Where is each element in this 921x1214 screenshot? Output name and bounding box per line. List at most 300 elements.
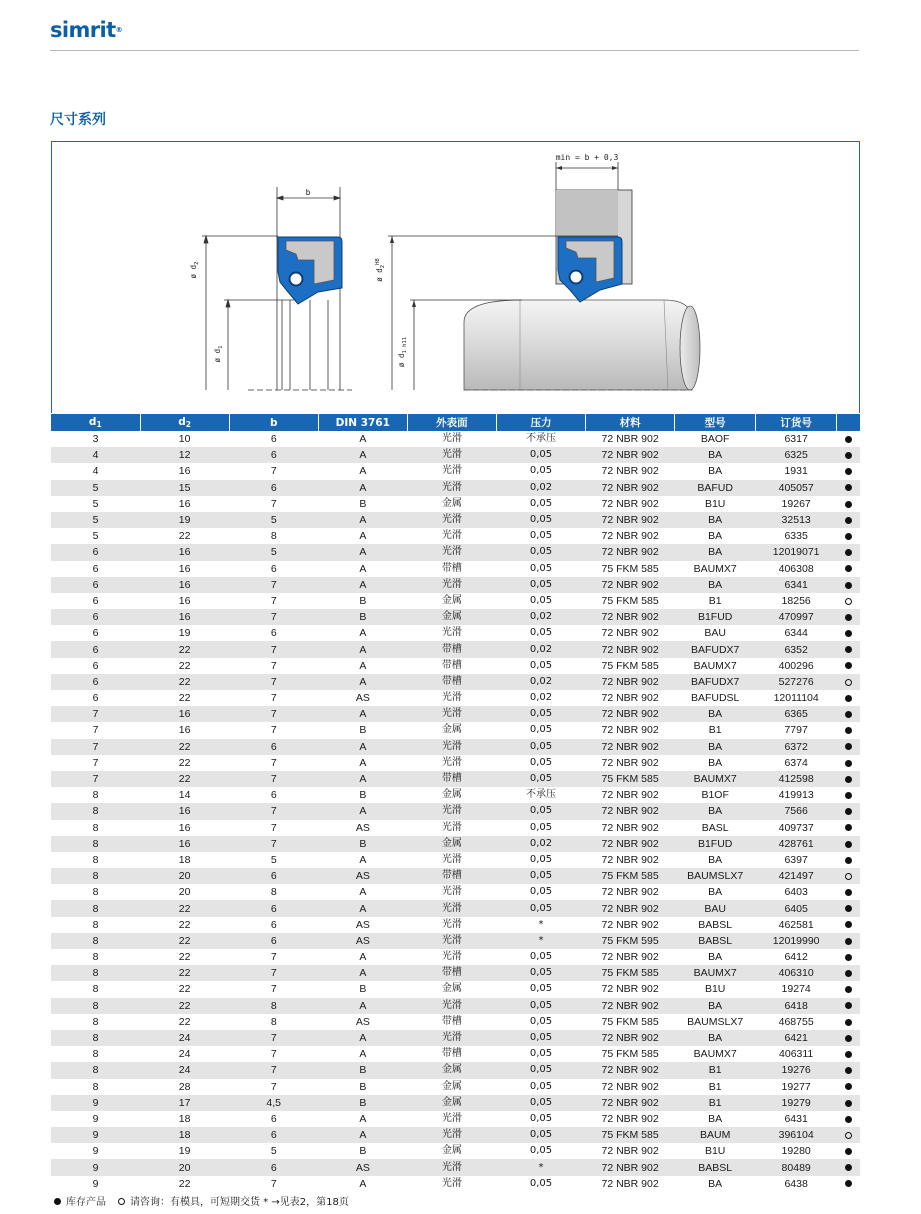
cell-material: 72 NBR 902 — [601, 821, 659, 834]
cell-pressure: 0,02 — [496, 836, 585, 852]
table-row — [51, 1127, 860, 1143]
cell-surface: 金属 — [407, 609, 496, 625]
cell-order: 428761 — [756, 836, 837, 852]
cell-d1: 8 — [92, 789, 99, 802]
cell-pressure: 0,05 — [529, 1145, 553, 1157]
cell-material: 72 NBR 902 — [601, 1177, 659, 1190]
cell-d1: 4 — [92, 465, 99, 478]
in-stock-icon — [845, 938, 852, 945]
cell-b: 7 — [270, 1048, 277, 1061]
label-d1h11: ø d — [397, 353, 406, 368]
table-header-row — [51, 414, 860, 431]
cell-din: A — [359, 1048, 367, 1061]
cell-d1: 5 — [51, 512, 140, 528]
cell-surface: 光滑 — [441, 433, 462, 445]
cell-din: A — [318, 544, 407, 560]
cell-d2: 16 — [140, 706, 229, 722]
section-title: 尺寸系列 — [50, 112, 106, 128]
in-stock-icon — [845, 501, 852, 508]
cell-material: 75 FKM 585 — [601, 659, 659, 672]
in-stock-icon — [845, 760, 852, 767]
size-table — [51, 414, 860, 1192]
cell-din: B — [318, 836, 407, 852]
cell-din: A — [359, 530, 367, 543]
cell-d1: 5 — [92, 530, 99, 543]
cell-surface: 光滑 — [407, 1159, 496, 1175]
cell-type: B1 — [708, 594, 722, 607]
cell-surface: 光滑 — [441, 821, 462, 833]
in-stock-icon — [845, 565, 852, 572]
cell-stock — [837, 658, 860, 674]
in-stock-icon — [845, 630, 852, 637]
cell-d1: 8 — [92, 853, 99, 866]
cell-din: B — [318, 1062, 407, 1078]
table-row — [51, 480, 860, 496]
cell-b: 7 — [229, 1062, 318, 1078]
cell-b: 6 — [270, 1112, 277, 1125]
table-row — [51, 1062, 860, 1078]
table-row — [51, 625, 860, 641]
cell-type: BAUMSLX7 — [675, 868, 756, 884]
cell-din: A — [359, 465, 367, 478]
cell-order: 32513 — [756, 512, 837, 528]
cell-d1: 6 — [51, 674, 140, 690]
table-row — [51, 820, 860, 836]
cell-material: 72 NBR 902 — [586, 674, 675, 690]
table-row — [51, 658, 860, 674]
cell-order: 7797 — [784, 724, 808, 737]
cell-d1: 7 — [51, 771, 140, 787]
table-row — [51, 641, 860, 657]
cell-b: 6 — [270, 789, 277, 802]
cell-din: A — [318, 447, 407, 463]
in-stock-icon — [845, 1002, 852, 1009]
in-stock-icon — [845, 1019, 852, 1026]
cell-material: 72 NBR 902 — [586, 641, 675, 657]
cell-type: BAFUDSL — [690, 692, 740, 705]
cell-d2: 24 — [140, 1062, 229, 1078]
label-d2h8: ø d — [375, 268, 384, 282]
cell-material: 75 FKM 585 — [586, 965, 675, 981]
table-row — [51, 722, 860, 738]
in-stock-icon — [845, 776, 852, 783]
right-install-drawing — [388, 162, 700, 390]
cell-order: 12019071 — [756, 544, 837, 560]
cell-material: 72 NBR 902 — [586, 1062, 675, 1078]
cell-d1: 5 — [92, 497, 99, 510]
cell-din: A — [318, 674, 407, 690]
cell-order: 19276 — [756, 1062, 837, 1078]
cell-surface: 金属 — [441, 983, 462, 995]
cell-pressure: 0,05 — [529, 530, 553, 542]
in-stock-icon — [845, 1116, 852, 1123]
cell-material: 72 NBR 902 — [586, 1095, 675, 1111]
cell-surface: 带槽 — [407, 771, 496, 787]
cell-order: 421497 — [756, 868, 837, 884]
cell-d2: 16 — [178, 594, 191, 607]
cell-type: BA — [708, 530, 723, 543]
cell-b: 7 — [229, 1030, 318, 1046]
cell-surface: 金属 — [441, 497, 462, 509]
label-d1: ø d — [213, 348, 222, 363]
cell-d1: 6 — [51, 609, 140, 625]
cell-pressure: 0,05 — [496, 739, 585, 755]
cell-type: BA — [675, 739, 756, 755]
cell-order: 6374 — [784, 756, 808, 769]
cell-d2: 22 — [178, 983, 191, 996]
cell-type: BAUM — [675, 1127, 756, 1143]
cell-d2: 16 — [178, 465, 191, 478]
cell-d2: 22 — [178, 951, 191, 964]
cell-type: BABSL — [675, 1159, 756, 1175]
cell-surface: 光滑 — [441, 756, 462, 768]
cell-material: 72 NBR 902 — [601, 465, 659, 478]
cell-stock — [837, 480, 860, 496]
cell-type: B1U — [704, 497, 726, 510]
cell-stock — [837, 933, 860, 949]
cell-material: 75 FKM 585 — [586, 868, 675, 884]
cell-stock — [837, 868, 860, 884]
cell-type: BAUMX7 — [693, 659, 737, 672]
cell-material: 72 NBR 902 — [601, 853, 659, 866]
cell-pressure: 0,05 — [496, 512, 585, 528]
cell-b: 6 — [229, 480, 318, 496]
cell-pressure: 0,05 — [529, 756, 553, 768]
cell-d2: 22 — [140, 900, 229, 916]
cell-order: 6352 — [756, 641, 837, 657]
table-row — [51, 981, 860, 997]
cell-b: 7 — [270, 1177, 277, 1190]
cell-order: 6317 — [784, 433, 808, 446]
cell-d1: 8 — [92, 918, 99, 931]
cell-pressure: 0,05 — [529, 1177, 553, 1189]
cell-surface: 带槽 — [441, 659, 462, 671]
table-row — [51, 463, 860, 479]
cell-type: B1 — [708, 724, 722, 737]
cell-stock — [837, 998, 860, 1014]
cell-order: 19279 — [756, 1095, 837, 1111]
label-min-width: min = b + 0,3 — [555, 153, 619, 162]
cell-type: BA — [675, 998, 756, 1014]
cell-order: 6397 — [784, 853, 808, 866]
cell-d2: 16 — [178, 497, 191, 510]
cell-stock — [837, 1111, 860, 1127]
in-stock-icon — [845, 889, 852, 896]
cell-pressure: 0,05 — [529, 853, 553, 865]
cell-stock — [837, 771, 860, 787]
in-stock-icon — [845, 986, 852, 993]
cell-d1: 7 — [51, 739, 140, 755]
cell-pressure: 0,05 — [529, 627, 553, 639]
in-stock-icon — [845, 1067, 852, 1074]
svg-text:ø d2 — [189, 262, 200, 279]
cell-stock — [837, 1030, 860, 1046]
cell-din: AS — [355, 918, 370, 931]
cell-surface: 金属 — [441, 1145, 462, 1157]
col-stock — [837, 414, 860, 431]
cell-type: BA — [708, 1177, 723, 1190]
cell-b: 7 — [270, 724, 277, 737]
cell-order: 396104 — [756, 1127, 837, 1143]
cell-din: A — [359, 562, 367, 575]
cell-d1: 6 — [51, 577, 140, 593]
cell-surface: 光滑 — [441, 886, 462, 898]
cell-material: 75 FKM 595 — [586, 933, 675, 949]
cell-stock — [837, 690, 860, 706]
col-pressure: 压力 — [496, 414, 585, 431]
cell-d1: 8 — [51, 965, 140, 981]
cell-pressure: 0,05 — [529, 724, 553, 736]
cell-b: 6 — [270, 627, 277, 640]
cell-order: 19274 — [781, 983, 811, 996]
cell-type: B1 — [675, 1095, 756, 1111]
cell-b: 7 — [270, 594, 277, 607]
table-row — [51, 949, 860, 965]
cell-stock — [837, 1014, 860, 1030]
in-stock-icon — [845, 1083, 852, 1090]
cell-stock — [837, 1143, 860, 1159]
cell-stock — [837, 625, 860, 641]
cell-order: 80489 — [756, 1159, 837, 1175]
cell-b: 6 — [270, 562, 277, 575]
cell-din: A — [318, 965, 407, 981]
cell-pressure: 不承压 — [526, 433, 557, 445]
cell-material: 72 NBR 902 — [586, 544, 675, 560]
in-stock-icon — [845, 1100, 852, 1107]
table-row — [51, 1030, 860, 1046]
cell-b: 7 — [229, 771, 318, 787]
cell-surface: 光滑 — [407, 544, 496, 560]
cell-d1: 9 — [51, 1159, 140, 1175]
cell-d1: 8 — [92, 1080, 99, 1093]
cell-surface: 光滑 — [407, 900, 496, 916]
cell-material: 72 NBR 902 — [601, 756, 659, 769]
cell-d1: 6 — [51, 641, 140, 657]
cell-order: 409737 — [778, 821, 814, 834]
cell-order: 6421 — [756, 1030, 837, 1046]
cell-din: AS — [355, 692, 370, 705]
cell-d1: 8 — [51, 900, 140, 916]
table-row — [51, 447, 860, 463]
cell-type: BAU — [704, 627, 726, 640]
cell-din: A — [318, 1127, 407, 1143]
cell-order: 527276 — [756, 674, 837, 690]
cell-order: 19277 — [781, 1080, 811, 1093]
cell-d2: 16 — [178, 821, 191, 834]
cell-material: 72 NBR 902 — [586, 706, 675, 722]
cell-din: A — [359, 1112, 367, 1125]
cell-b: 8 — [270, 530, 277, 543]
cell-d2: 22 — [140, 998, 229, 1014]
cell-d2: 22 — [178, 659, 191, 672]
cell-din: B — [359, 1145, 367, 1158]
cell-b: 7 — [229, 965, 318, 981]
cell-d2: 20 — [178, 886, 191, 899]
in-stock-icon — [845, 582, 852, 589]
legend-note: * →见表2，第18页 — [263, 1197, 349, 1208]
on-request-icon — [845, 598, 852, 605]
cell-din: A — [318, 706, 407, 722]
cell-d2: 22 — [140, 674, 229, 690]
cell-din: A — [318, 739, 407, 755]
col-material: 材料 — [586, 414, 675, 431]
cell-d1: 7 — [92, 756, 99, 769]
label-d2: ø d — [189, 264, 198, 279]
cell-surface: 光滑 — [407, 512, 496, 528]
cell-order: 6341 — [756, 577, 837, 593]
cell-type: BA — [675, 577, 756, 593]
cell-din: A — [318, 771, 407, 787]
cell-stock — [837, 674, 860, 690]
cell-surface: 带槽 — [407, 868, 496, 884]
cell-surface: 金属 — [441, 594, 462, 606]
cell-stock — [837, 1176, 860, 1192]
cell-stock — [837, 722, 860, 738]
cell-material: 72 NBR 902 — [601, 497, 659, 510]
cell-stock — [837, 641, 860, 657]
cell-surface: 光滑 — [441, 627, 462, 639]
in-stock-icon — [845, 743, 852, 750]
cell-surface: 金属 — [407, 836, 496, 852]
table-row — [51, 803, 860, 819]
cell-stock — [837, 949, 860, 965]
cell-b: 7 — [229, 674, 318, 690]
cell-type: BA — [675, 447, 756, 463]
cell-pressure: 0,05 — [496, 900, 585, 916]
cell-order: 18256 — [781, 594, 811, 607]
cell-surface: 光滑 — [441, 918, 462, 930]
cell-stock — [837, 544, 860, 560]
cell-din: B — [359, 594, 367, 607]
cell-order: 19267 — [781, 497, 811, 510]
cell-b: 7 — [270, 465, 277, 478]
cell-surface: 光滑 — [441, 530, 462, 542]
in-stock-icon — [845, 905, 852, 912]
cell-surface: 光滑 — [407, 933, 496, 949]
cell-type: BAFUDX7 — [675, 641, 756, 657]
cell-surface: 带槽 — [407, 674, 496, 690]
in-stock-icon — [845, 1180, 852, 1187]
label-d1h11-sub: 1 h11 — [402, 336, 408, 354]
cell-pressure: 0,05 — [529, 659, 553, 671]
table-row — [51, 528, 860, 544]
cell-din: AS — [355, 821, 370, 834]
label-d2h8-sup: H8 — [375, 258, 381, 265]
cell-d1: 8 — [92, 1048, 99, 1061]
cell-stock — [837, 884, 860, 900]
table-row — [51, 690, 860, 706]
cell-din: AS — [318, 1159, 407, 1175]
cell-d1: 8 — [51, 836, 140, 852]
cell-b: 6 — [229, 900, 318, 916]
cell-pressure: 0,05 — [529, 821, 553, 833]
cell-b: 6 — [270, 918, 277, 931]
cell-din: A — [318, 803, 407, 819]
cell-type: BA — [708, 465, 723, 478]
cell-surface: 带槽 — [407, 965, 496, 981]
in-stock-icon — [845, 808, 852, 815]
legend-on-request: 请咨询：有模具，可短期交货 — [130, 1197, 260, 1208]
cell-b: 6 — [229, 739, 318, 755]
cell-order: 462581 — [778, 918, 814, 931]
cell-b: 7 — [229, 609, 318, 625]
cell-type: BAOF — [700, 433, 730, 446]
table-row — [51, 706, 860, 722]
cell-surface: 金属 — [441, 724, 462, 736]
col-b: b — [229, 414, 318, 431]
cell-type: BA — [675, 803, 756, 819]
cell-surface: 光滑 — [407, 1030, 496, 1046]
in-stock-icon — [845, 727, 852, 734]
col-surface: 外表面 — [407, 414, 496, 431]
cell-b: 7 — [229, 706, 318, 722]
cell-pressure: 0,05 — [496, 544, 585, 560]
cell-material: 72 NBR 902 — [601, 433, 659, 446]
cell-din: A — [318, 998, 407, 1014]
in-stock-icon — [845, 954, 852, 961]
cell-type: BAU — [675, 900, 756, 916]
legend-in-stock: 库存产品 — [66, 1197, 106, 1208]
table-row — [51, 998, 860, 1014]
cell-surface: 光滑 — [407, 739, 496, 755]
cell-pressure: 0,02 — [529, 692, 553, 704]
cell-d1: 8 — [51, 1030, 140, 1046]
cell-b: 5 — [270, 1145, 277, 1158]
cell-order: 400296 — [778, 659, 814, 672]
cell-pressure: 0,05 — [496, 447, 585, 463]
cell-d2: 16 — [140, 577, 229, 593]
cell-d2: 12 — [140, 447, 229, 463]
cell-surface: 光滑 — [441, 853, 462, 865]
cell-type: BA — [708, 886, 723, 899]
cell-type: B1 — [708, 1080, 722, 1093]
table-row — [51, 917, 860, 933]
cell-order: 12011104 — [773, 692, 819, 705]
cell-b: 6 — [270, 433, 277, 446]
cell-type: BA — [708, 951, 723, 964]
cell-stock — [837, 706, 860, 722]
cell-order: 6412 — [784, 951, 808, 964]
cell-type: B1 — [675, 1062, 756, 1078]
cell-d2: 22 — [178, 530, 191, 543]
in-stock-icon — [845, 857, 852, 864]
seal-diagram — [51, 141, 860, 413]
cell-d1: 6 — [92, 692, 99, 705]
cell-d2: 18 — [140, 1127, 229, 1143]
cell-surface: 光滑 — [407, 998, 496, 1014]
table-row — [51, 739, 860, 755]
cell-pressure: 0,02 — [496, 480, 585, 496]
cell-order: 6335 — [784, 530, 808, 543]
in-stock-icon — [845, 1164, 852, 1171]
svg-text:ø d2H8 — [375, 258, 386, 281]
cell-material: 75 FKM 585 — [586, 771, 675, 787]
cell-stock — [837, 1159, 860, 1175]
cell-stock — [837, 593, 860, 609]
in-stock-icon — [845, 662, 852, 669]
cell-type: BAUMX7 — [675, 771, 756, 787]
cell-stock — [837, 512, 860, 528]
cell-d2: 14 — [178, 789, 191, 802]
cell-order: 406311 — [779, 1048, 814, 1061]
cell-b: 7 — [270, 821, 277, 834]
cell-stock — [837, 431, 860, 447]
in-stock-icon — [845, 533, 852, 540]
in-stock-icon — [845, 970, 852, 977]
cell-b: 6 — [229, 447, 318, 463]
cell-d1: 9 — [92, 1177, 99, 1190]
cell-d1: 8 — [51, 933, 140, 949]
